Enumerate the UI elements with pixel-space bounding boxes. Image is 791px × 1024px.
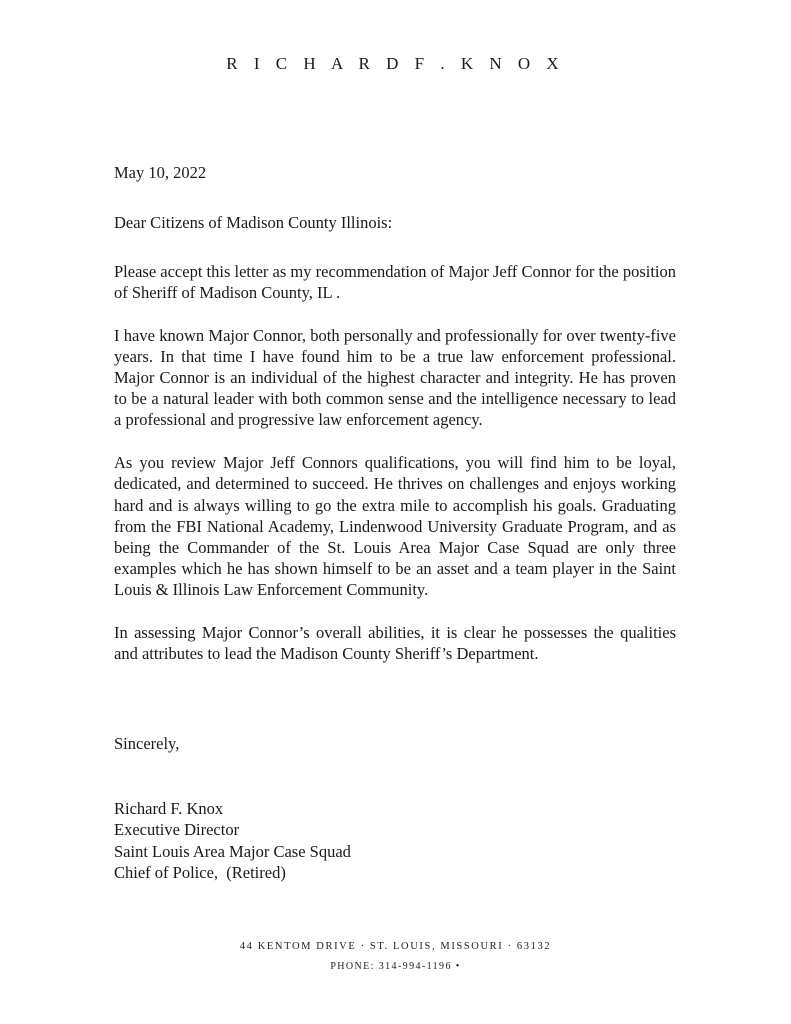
letter-body <box>114 162 676 883</box>
letterhead-name: R I C H A R D F . K N O X <box>226 54 565 73</box>
signature-title: Executive Director <box>114 820 240 840</box>
letter-closing: Sincerely, <box>114 734 180 754</box>
signature-rank: Chief of Police, (Retired) <box>114 862 286 882</box>
letter-paragraph: I have known Major Connor, both personally and professionally for over twenty-five years. In that time I have found him to be a true law enforcement professional. Major Connor is an individual of the highest character and integrity. He has proven to be a natural leader with both common sense and the intelligence necessary to lead a professional and progressive law enforcement agency. <box>114 325 676 430</box>
letter-salutation: Dear Citizens of Madison County Illinois: <box>114 213 393 233</box>
letter-paragraph: As you review Major Jeff Connors qualifications, you will find him to be loyal, dedicated, and determined to succeed. He thrives on challenges and enjoys working hard and is always willing to go the extra mile to accomplish his goals. Graduating from the FBI National Academy, Lindenwood University Graduate Program, and as being the Commander of the St. Louis Area Major Case Squad are only three examples which he has shown himself to be an asset and a team player in the Saint Louis & Illinois Law Enforcement Community. <box>114 453 676 599</box>
signature-name: Richard F. Knox <box>114 799 224 819</box>
footer-phone: PHONE: 314-994-1196 • <box>330 961 461 972</box>
letter-date: May 10, 2022 <box>114 163 207 182</box>
letter-paragraph: Please accept this letter as my recommendation of Major Jeff Connor for the position of Sheriff of Madison County, IL . <box>114 261 676 302</box>
footer-address: 44 KENTOM DRIVE · ST. LOUIS, MISSOURI · 63132 <box>239 941 552 953</box>
page-footer <box>0 937 791 976</box>
letter-paragraph: In assessing Major Connor’s overall abilities, it is clear he possesses the qualities and attributes to lead the Madison County Sheriff’s Department. <box>114 623 676 664</box>
signature-organization: Saint Louis Area Major Case Squad <box>114 841 351 861</box>
signature-block <box>114 798 676 882</box>
